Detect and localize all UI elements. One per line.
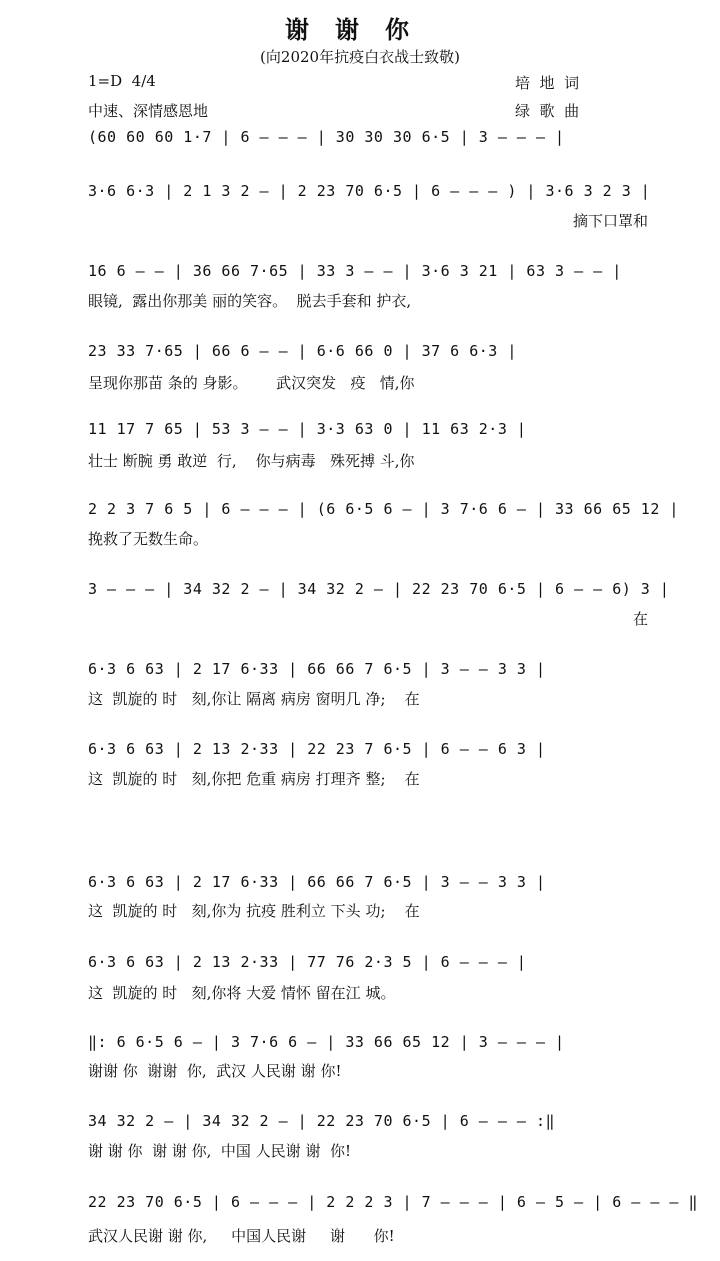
lyrics-line: 谢谢 你 谢谢 你, 武汉 人民谢 谢 你!: [88, 1062, 342, 1080]
lyrics-line: 在: [632, 610, 648, 628]
notation-row: 11 17 7 65 | 53 3 – – | 3·3 63 0 | 11 63 2·3 |: [88, 420, 527, 438]
notation-row: 16 6 – – | 36 66 7·65 | 33 3 – – | 3·6 3 21 | 63 3 – – |: [88, 262, 622, 280]
lyrics-line: 这 凯旋的 时 刻,你让 隔离 病房 窗明几 净; 在: [88, 690, 420, 708]
tempo-marking: 中速、深情感恩地: [88, 102, 209, 120]
lyrics-line: 眼镜, 露出你那美 丽的笑容。 脱去手套和 护衣,: [88, 292, 412, 310]
notation-row: 2 2 3 7 6 5 | 6 – – – | (6 6·5 6 – | 3 7·6 6 – | 33 66 65 12 |: [88, 500, 679, 518]
notation-row: 6·3 6 63 | 2 17 6·33 | 66 66 7 6·5 | 3 – – 3 3 |: [88, 660, 546, 678]
lyrics-line: 呈现你那苗 条的 身影。 武汉突发 疫 情,你: [88, 374, 415, 392]
key-time-signature: 1=D 4/4: [88, 72, 156, 90]
lyrics-line: 壮士 断腕 勇 敢逆 行, 你与病毒 殊死搏 斗,你: [88, 452, 415, 470]
lyrics-line: 谢 谢 你 谢 谢 你, 中国 人民谢 谢 你!: [88, 1142, 352, 1160]
song-subtitle: (向2020年抗疫白衣战士致敬): [260, 48, 460, 66]
notation-row: 23 33 7·65 | 66 6 – – | 6·6 66 0 | 37 6 6·3 |: [88, 342, 517, 360]
lyrics-line: 摘下口罩和: [572, 212, 648, 230]
notation-row: (60 60 60 1·7 | 6 – – – | 30 30 30 6·5 | 3 – – – |: [88, 128, 565, 146]
notation-row: 6·3 6 63 | 2 13 2·33 | 77 76 2·3 5 | 6 – – – |: [88, 953, 527, 971]
notation-row: ‖: 6 6·5 6 – | 3 7·6 6 – | 33 66 65 12 | 3 – – – |: [88, 1033, 565, 1051]
notation-row: 3 – – – | 34 32 2 – | 34 32 2 – | 22 23 70 6·5 | 6 – – 6) 3 |: [88, 580, 670, 598]
lyrics-line: 武汉人民谢 谢 你, 中国人民谢 谢 你!: [88, 1227, 395, 1245]
song-title: 谢谢你: [285, 15, 435, 44]
notation-row: 22 23 70 6·5 | 6 – – – | 2 2 2 3 | 7 – – – | 6 – 5 – | 6 – – – ‖: [88, 1193, 698, 1211]
notation-row: 6·3 6 63 | 2 13 2·33 | 22 23 7 6·5 | 6 – – 6 3 |: [88, 740, 546, 758]
notation-row: 34 32 2 – | 34 32 2 – | 22 23 70 6·5 | 6 – – – :‖: [88, 1112, 556, 1130]
notation-row: 3·6 6·3 | 2 1 3 2 – | 2 23 70 6·5 | 6 – – – ) | 3·6 3 2 3 |: [88, 182, 651, 200]
lyrics-line: 这 凯旋的 时 刻,你把 危重 病房 打理齐 整; 在: [88, 770, 420, 788]
lyrics-line: 这 凯旋的 时 刻,你将 大爱 情怀 留在江 城。: [88, 984, 396, 1002]
composer-credit: 绿 歌 曲: [515, 102, 580, 120]
lyrics-line: 这 凯旋的 时 刻,你为 抗疫 胜利立 下头 功; 在: [88, 902, 420, 920]
lyricist-credit: 培 地 词: [515, 74, 580, 92]
notation-row: 6·3 6 63 | 2 17 6·33 | 66 66 7 6·5 | 3 – – 3 3 |: [88, 873, 546, 891]
lyrics-line: 挽救了无数生命。: [88, 530, 209, 548]
